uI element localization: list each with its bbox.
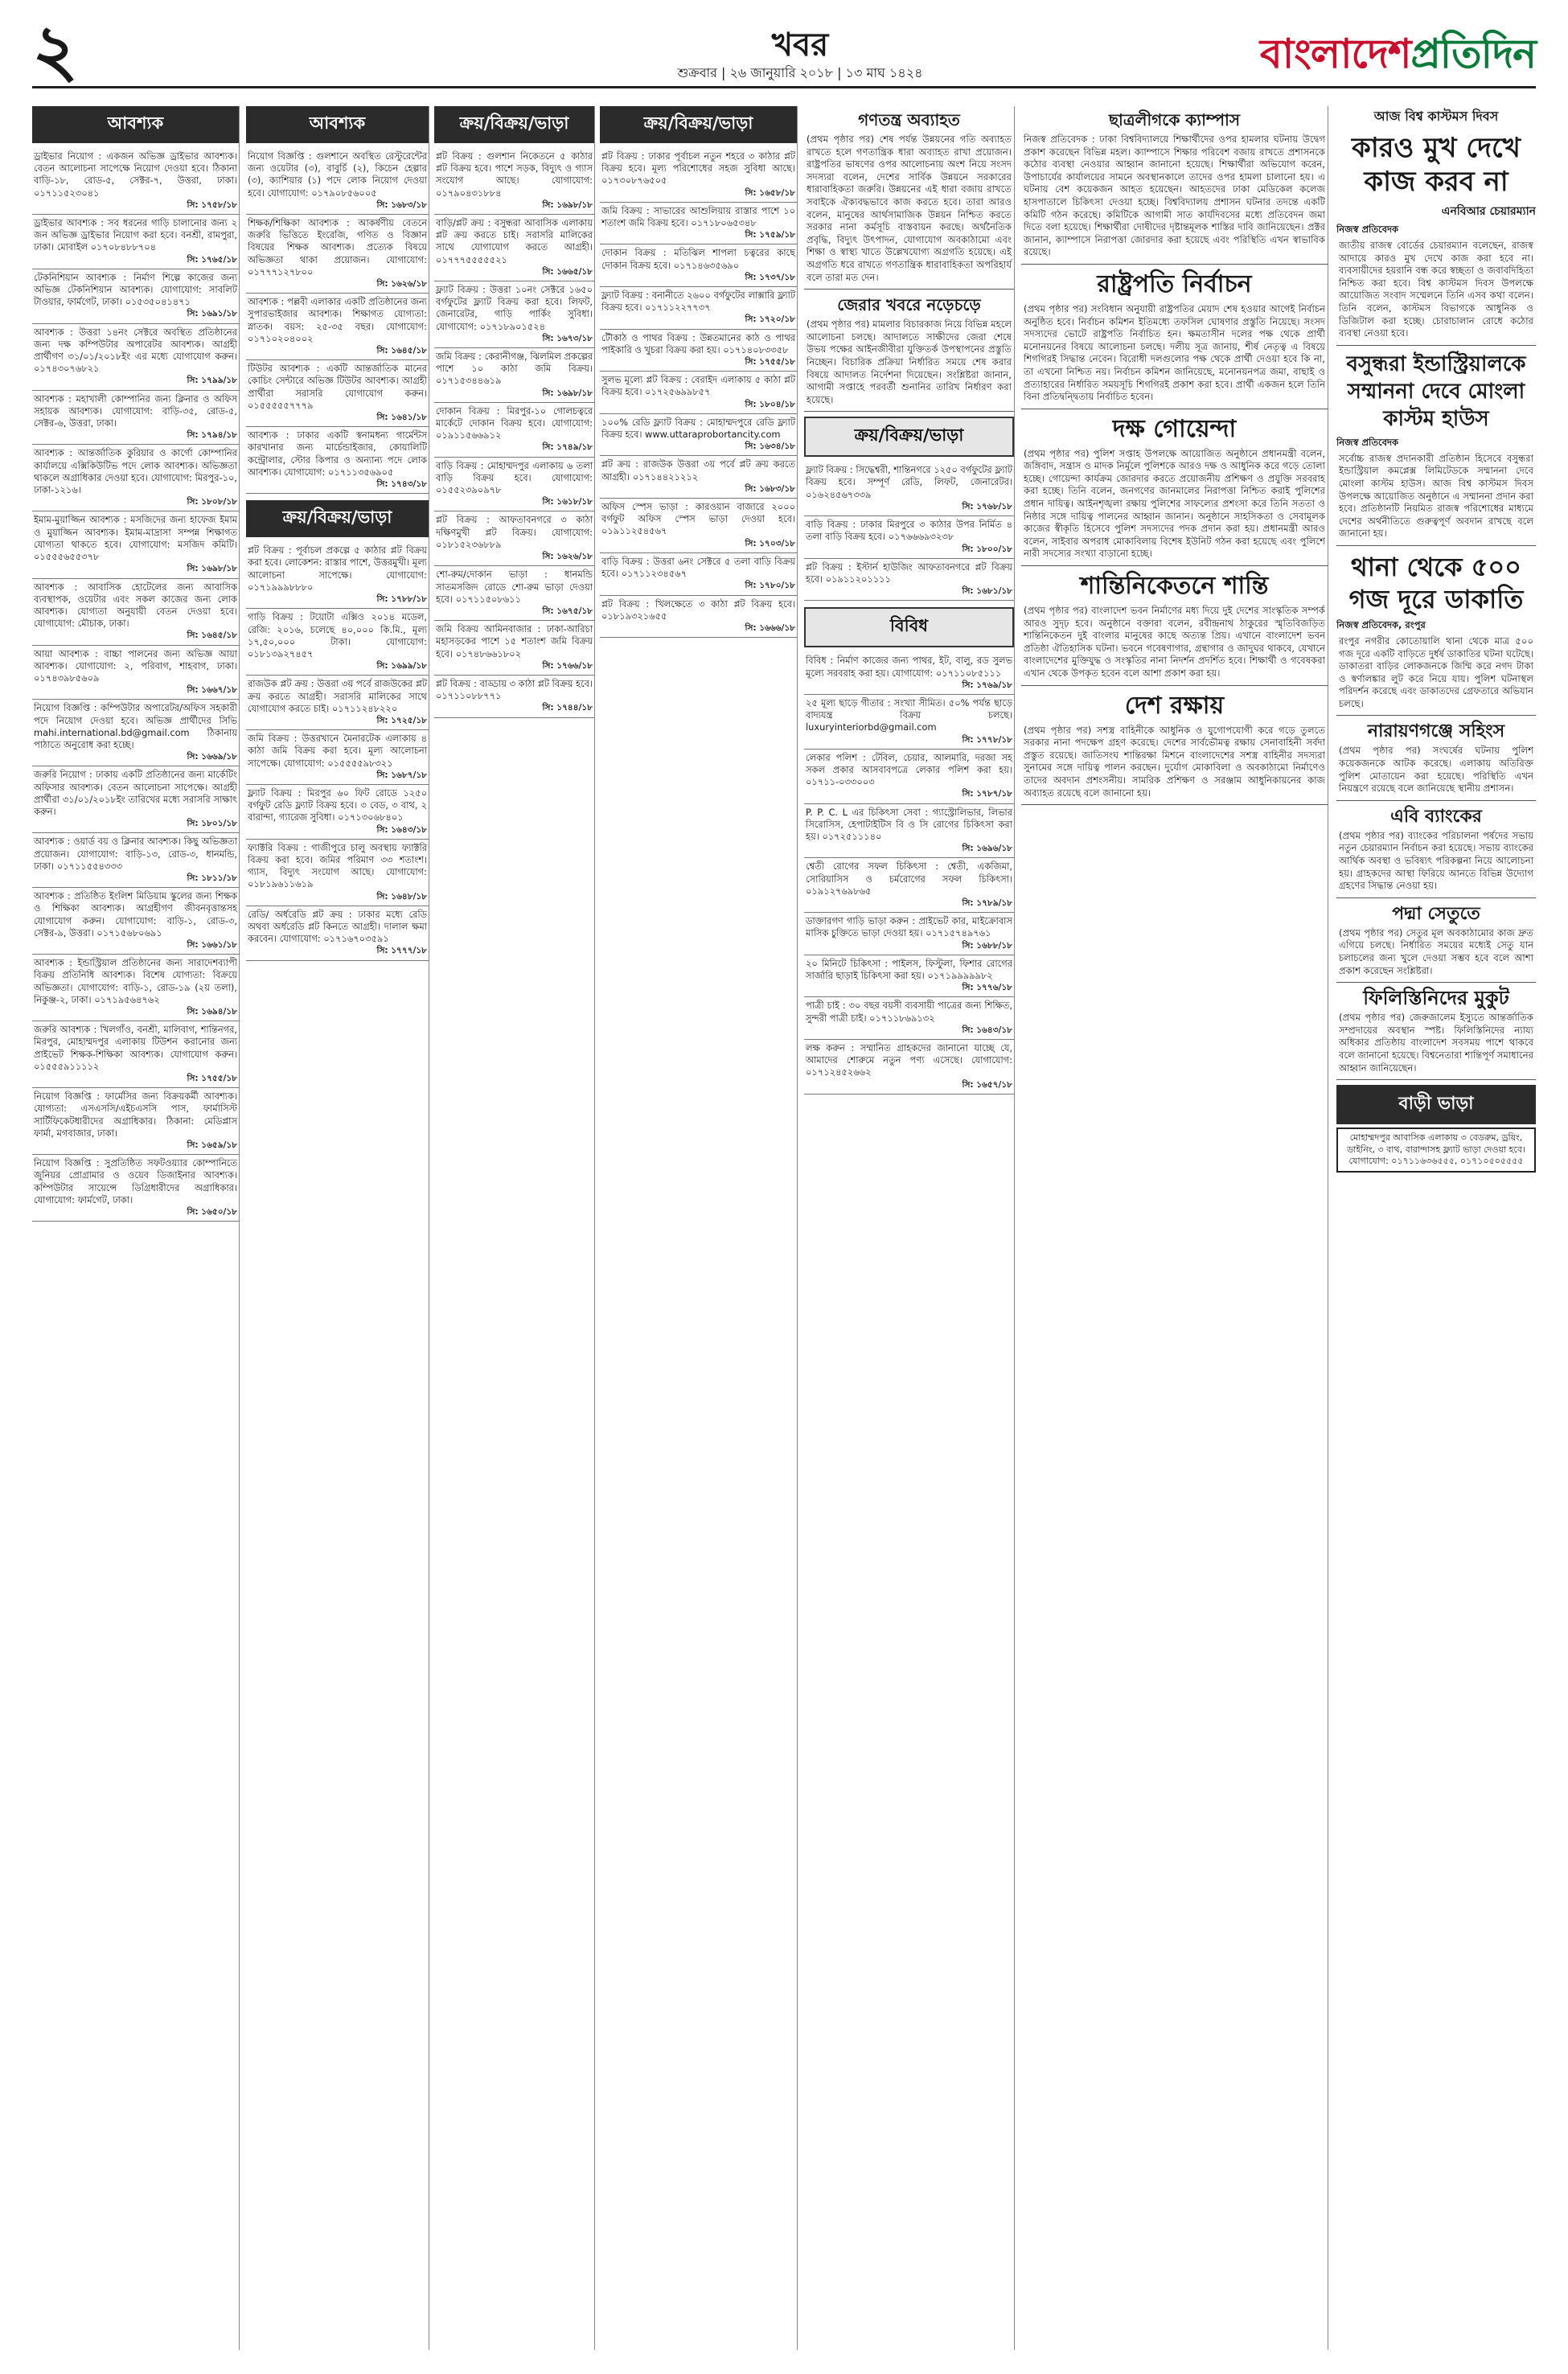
classified-ad: [804, 955, 1014, 998]
byline: নিজস্ব প্রতিবেদক, রংপুর: [1336, 618, 1426, 630]
headline: ফিলিস্তিনিদের মুকুট: [1363, 986, 1509, 1010]
classified-ad: [32, 1088, 239, 1155]
ad-list: [246, 148, 429, 494]
ad-text: আবশ্যক : ওয়ার্ড বয় ও ক্লিনার আবশ্যক। কিছু অভিজ্ঞতা প্রয়োজন। যোগাযোগ: বাড়ি-১৩, রোড-৩, ধানমন্ডি, ঢাকা। ০১৭১১৫৫৪৩৩৩: [34, 836, 237, 872]
ad-reference: সি: ১৬৮৭/১৮: [376, 770, 427, 780]
ad-reference: সি: ১৭৯৯/১৮: [187, 376, 237, 386]
ad-text: জরুরি নিয়োগ : ঢাকায় একটি প্রতিষ্ঠানের জন্য মার্কেটিং অফিসার আবশ্যক। বেতন আলোচনা সাপেক্ষে। আগ্রহী প্রার্থীরা ৩১/০১/২০১৮ইং তারিখের মধ্যে সরাসরি সাক্ষাৎ করুন।: [34, 769, 237, 817]
story-body: (প্রথম পৃষ্ঠার পর) সংঘর্ষের ঘটনায় পুলিশ কয়েকজনকে আটক করেছে। এলাকায় অতিরিক্ত পুলিশ মোতায়েন করা হয়েছে। পরিস্থিতি এখন নিয়ন্ত্রণে রয়েছে বলে জানিয়েছে স্থানীয় প্রশাসন।: [1339, 745, 1533, 795]
news-story: [1336, 551, 1536, 717]
ad-reference: সি: ১৬৫৭/১৮: [962, 1079, 1012, 1090]
news-column-7: [1336, 106, 1536, 2350]
ad-reference: সি: ১৭২০/১৮: [745, 314, 795, 325]
news-story: [1336, 988, 1536, 1080]
ad-text: টিউটর আবশ্যক : একটি আন্তর্জাতিক মানের কোচিং সেন্টারে অভিজ্ঞ টিউটর আবশ্যক। আগ্রহী প্রার্থীরা সরাসরি যোগাযোগ করুন। ০১৫৫৫৫৫৭৭৭৯: [248, 363, 427, 411]
ad-reference: সি: ১৬৯৯/১৮: [376, 661, 427, 672]
ad-text: ফ্যাক্টরি বিক্রয় : গাজীপুরে চালু অবস্থায় ফ্যাক্টরি বিক্রয় করা হবে। জমির পরিমাণ ৩৩ শতাংশ। গ্যাস, বিদ্যুৎ সংযোগ আছে। যোগাযোগ: ০১৮১৯৬১১৬১৯: [248, 841, 427, 890]
section-title: খবর: [771, 26, 829, 64]
headline: এবি ব্যাংকের: [1390, 805, 1482, 827]
ad-text: বিবিধ : নির্মাণ কাজের জন্য পাথর, ইট, বালু, রড সুলভ মূল্যে সরবরাহ করা হয়। যোগাযোগ: ০১৭১১০৮৫১১১: [806, 655, 1012, 679]
ad-list: [804, 462, 1014, 601]
ad-text: নিয়োগ বিজ্ঞপ্তি : কম্পিউটার অপারেটর/অফিস সহকারী পদে নিয়োগ দেওয়া হবে। অভিজ্ঞ প্রার্থীদের সিভি mahi.international.bd@gmail.com ঠিকানায় পাঠাতে অনুরোধ করা হচ্ছে।: [34, 702, 237, 750]
ad-reference: সি: ১৭৭৬/১৮: [962, 983, 1012, 993]
ad-reference: সি: ১৭৬৬/১৮: [542, 660, 593, 671]
classified-ad: [804, 1040, 1014, 1095]
story-body: (প্রথম পৃষ্ঠার পর) ব্যাংকের পরিচালনা পর্ষদের সভায় নতুন চেয়ারম্যান নির্বাচন করা হয়েছে। সভায় ব্যাংকের আর্থিক অবস্থা ও ভবিষ্যৎ পরিকল্পনা নিয়ে আলোচনা হয়। গ্রাহকদের আস্থা ফিরিয়ে আনতে বিভিন্ন উদ্যোগ গ্রহণের সিদ্ধান্ত নেওয়া হয়।: [1339, 829, 1533, 892]
classified-ad: [434, 458, 594, 512]
classified-ad: [246, 785, 429, 840]
classified-ad: [804, 804, 1014, 859]
ad-text: ইমাম-মুয়াজ্জিন আবশ্যক : মসজিদের জন্য হাফেজ ইমাম ও মুয়াজ্জিন আবশ্যক। ইমাম-মাদ্রাসা সম্পন্ন শিক্ষাগত যোগ্যতা থাকতে হবে। যোগাযোগ: মসজিদ কমিটি। ০১৫৫৫৬৫৫৩৭৮: [34, 514, 237, 563]
ad-text: শো-রুম/দোকান ভাড়া : ধানমন্ডি সাতমসজিদ রোডে শো-রুম ভাড়া দেওয়া হবে। ০১৭১১৫০৮৬১১: [436, 569, 593, 605]
ad-reference: সি: ১৭৬৫/১৮: [187, 254, 237, 265]
ad-text: ১০০% রেডি ফ্ল্যাট বিক্রয় : মোহাম্মদপুরে রেডি ফ্ল্যাট বিক্রয় হবে। www.uttaraprobortancity.com: [601, 416, 795, 441]
ad-text: জরুরি আবশ্যক : খিলগাঁও, বনশ্রী, মালিবাগ, শান্তিনগর, মিরপুর, মোহাম্মদপুর এলাকায় টিউশন করানোর জন্য প্রাইভেট শিক্ষক-শিক্ষিকা আবশ্যক। যোগাযোগ করুন। ০১৫৫৫৯১১১১২: [34, 1024, 237, 1072]
ad-text: রাজউক প্লট ক্রয় : উত্তরা ৩য় পর্বে রাজউকের প্লট ক্রয় করতে আগ্রহী। সরাসরি মালিকের সাথে যোগাযোগ করতে চাই। ০১৭১১২৪৮২২০: [248, 678, 427, 714]
ad-reference: সি: ১৮০৮/১৮: [187, 497, 237, 507]
ad-text: নিয়োগ বিজ্ঞপ্তি : সুপ্রতিষ্ঠিত সফটওয়্যার কোম্পানিতে জুনিয়র প্রোগ্রামার ও ওয়েব ডিজাইনার আবশ্যক। কম্পিউটার সায়েন্সে ডিগ্রিধারীদের অগ্রাধিকার। যোগাযোগ: ফার্মগেট, ঢাকা।: [34, 1157, 237, 1205]
ad-text: প্লট বিক্রয় : বাড্ডায় ৩ কাঠা প্লট বিক্রয় হবে। ০১৭১১০৮৮৭৭১: [436, 677, 593, 702]
ad-text: ড্রাইভার নিয়োগ : একজন অভিজ্ঞ ড্রাইভার আবশ্যক। বেতন আলোচনা সাপেক্ষে নিয়োগ দেওয়া হবে। ঠিকানা বাড়ি-১৮, রোড-৫, সেক্টর-৭, উত্তরা, ঢাকা। ০১৭১১৫২৩০৪১: [34, 150, 237, 199]
ad-text: বাড়ি বিক্রয় : মোহাম্মদপুর এলাকায় ৬ তলা বাড়ি বিক্রয় হবে। যোগাযোগ: ০১৫৫২৩৯০৯৭৮: [436, 459, 593, 496]
dateline: শুক্রবার | ২৬ জানুয়ারি ২০১৮ | ১৩ মাঘ ১৪২৪: [677, 65, 923, 80]
classified-ad: [434, 348, 594, 403]
classified-ad: [32, 766, 239, 833]
ad-reference: সি: ১৬৯৮/১৮: [542, 199, 593, 210]
news-story: [1021, 269, 1328, 409]
ad-text: অফিস স্পেস ভাড়া : কারওয়ান বাজারে ২০০০ বর্গফুট অফিস স্পেস ভাড়া দেওয়া হবে। ০১৯১১২৫৪৫৬৭: [601, 501, 795, 537]
section-heading: ক্রয়/বিক্রয়/ভাড়া: [804, 417, 1014, 457]
ad-reference: সি: ১৭৭৭/১৮: [376, 946, 427, 956]
news-story: [804, 109, 1014, 290]
classified-ad: [246, 427, 429, 494]
classified-ad: [246, 906, 429, 961]
ad-text: জমি বিক্রয় : কেরানীগঞ্জ, ঝিলমিল প্রকল্পের পাশে ১০ কাঠা জমি বিক্রয়। ০১৭১৫৩৪৪৬১৯: [436, 351, 593, 387]
byline: নিজস্ব প্রতিবেদক: [1336, 224, 1399, 235]
news-story: [1336, 806, 1536, 898]
ad-reference: সি: ১৬৮১/১৮: [962, 586, 1012, 597]
classified-ad: [804, 559, 1014, 602]
ad-reference: সি: ১৬৩৪/১৮: [745, 442, 795, 452]
ad-text: শ্বেতী রোগের সফল চিকিৎসা : শ্বেতী, একজিমা, সোরিয়াসিস ও চর্মরোগের সফল চিকিৎসা। ০১৯১২৭৬৯৮৬৫: [806, 860, 1012, 897]
ad-reference: সি: ১৬৬৫/১৮: [542, 266, 593, 277]
ad-text: দোকান বিক্রয় : মতিঝিল শাপলা চত্বরের কাছে দোকান বিক্রয় হবে। ০১৭১৪৬৩৫৬৯০: [601, 247, 795, 271]
kicker: আজ বিশ্ব কাস্টমস দিবস: [1373, 109, 1499, 124]
house-rent-ad: মোহাম্মদপুর আবাসিক এলাকায় ৩ বেডরুম, ড্রয়িং, ডাইনিং, ৩ বাথ, বারান্দাসহ ফ্ল্যাট ভাড়া দেওয়া হবে। যোগাযোগ: ০১৭১১৬৩৬৫৫৫, ০১৭১০৫০৫৫৫৫: [1336, 1127, 1536, 1173]
ad-text: আবশ্যক : প্রতিষ্ঠিত ইংলিশ মিডিয়াম স্কুলের জন্য শিক্ষক ও শিক্ষিকা আবশ্যক। আগ্রহীগণ জীবনবৃত্তান্তসহ যোগাযোগ করুন। যোগাযোগ: বাড়ি-১, রোড-৩, সেক্টর-৯, উত্তরা। ০১৭১৫৬৮০৬৯১: [34, 890, 237, 939]
section-heading: আবশ্যক: [32, 106, 239, 143]
ad-reference: সি: ১৬৭৫/১৮: [542, 606, 593, 616]
classified-ad: [32, 148, 239, 215]
ad-reference: সি: ১৭৬৮/১৮: [962, 501, 1012, 511]
classified-ad: [600, 148, 797, 203]
section-heading: ক্রয়/বিক্রয়/ভাড়া: [600, 106, 797, 143]
classified-ad: [32, 215, 239, 269]
headline: বসুন্ধরা ইন্ডাস্ট্রিয়ালকে সম্মাননা দেবে মোংলা কাস্টম হাউস: [1346, 351, 1526, 431]
ad-reference: সি: ১৭২৫/১৮: [376, 715, 427, 725]
ad-reference: সি: ১৮০১/১৮: [187, 819, 237, 829]
ad-text: P. P. C. L এর চিকিৎসা সেবা : গ্যাস্ট্রোলিভার, লিভার সিরোসিস, হেপাটাইটিস বি ও সি রোগের চিকিৎসা করা হয়। ০১৭২৫১১১৪০: [806, 806, 1012, 842]
section-heading: ক্রয়/বিক্রয়/ভাড়া: [434, 106, 594, 143]
story-body: (প্রথম পৃষ্ঠার পর) মামলার বিচারকাজ নিয়ে বিভিন্ন মহলে আলোচনা চলছে। আদালতে সাক্ষীদের জেরা শেষে উভয় পক্ষের আইনজীবীরা যুক্তিতর্ক উপস্থাপনের প্রস্তুতি নিচ্ছেন। বিচারিক প্রক্রিয়া নির্ধারিত সময়ে শেষ করার বিষয়ে আদালত নির্দেশনা দিয়েছেন। সংশ্লিষ্টরা জানান, আগামী সপ্তাহে পরবর্তী শুনানির তারিখ নির্ধারণ করা হয়েছে।: [807, 318, 1012, 405]
ad-text: আবশ্যক : পল্লবী এলাকার একটি প্রতিষ্ঠানের জন্য সুপারভাইজার আবশ্যক। শিক্ষাগত যোগ্যতা: স্নাতক। বয়স: ২৫-৩৫ বছর। যোগাযোগ: ০১৭১০২০৪০০২: [248, 296, 427, 344]
news-story: [1336, 106, 1536, 346]
ad-reference: সি: ১৬৬৭/১৮: [187, 685, 237, 696]
classified-ad: [32, 511, 239, 578]
classified-ad: [434, 621, 594, 676]
classified-column-1: [32, 106, 240, 2350]
ad-text: সুলভ মূল্যে প্লট বিক্রয় : বেরাইদ এলাকায় ৫ কাঠা প্লট বিক্রয় হবে। ০১৭২৫৬৯৯৮৫৭: [601, 374, 795, 398]
ad-text: ড্রাইভার আবশ্যক : সব ধরনের গাড়ি চালানোর জন্য ২ জন অভিজ্ঞ ড্রাইভার নিয়োগ করা হবে। বনশ্রী, রামপুরা, ঢাকা। মোবাইল ০১৭০৮৪৮৮৭০৪: [34, 217, 237, 253]
ad-text: গাড়ি বিক্রয় : টয়োটা এক্সিও ২০১৪ মডেল, রেজি: ২০১৬, চলেছে ৪০,০০০ কি.মি., মূল্য ১৭,৫০,০০০ টাকা। যোগাযোগ: ০১৮১৩৯২৭৪৫৭: [248, 611, 427, 659]
newspaper-logo: [1260, 24, 1536, 91]
classified-ad: [246, 609, 429, 676]
ad-text: জমি বিক্রয় আমিনবাজার : ঢাকা-আরিচা মহাসড়কের পাশে ১৫ শতাংশ জমি বিক্রয় হবে। ০১৭৪৮৬৬১৮০২: [436, 623, 593, 659]
news-story: [1336, 351, 1536, 546]
story-body: নিজস্ব প্রতিবেদক : ঢাকা বিশ্ববিদ্যালয়ে শিক্ষার্থীদের ওপর হামলার ঘটনায় উদ্বেগ প্রকাশ করেছেন বিভিন্ন মহল। ক্যাম্পাসে শিক্ষার পরিবেশ বজায় রাখতে প্রশাসনকে কঠোর ব্যবস্থা নেওয়ার আহ্বান জানানো হয়েছে। শিক্ষার্থীরা অভিযোগ করেন, উপাচার্যের কার্যালয়ের সামনে অবস্থানকালে তাদের ওপর হামলা চালানো হয়। এ ঘটনায় বেশ কয়েকজন আহত হয়েছেন। আহতদের ঢাকা মেডিকেল কলেজ হাসপাতালে চিকিৎসা দেওয়া হচ্ছে। বিশ্ববিদ্যালয় প্রশাসন ঘটনার তদন্তে একটি কমিটি গঠন করেছে। কমিটিকে আগামী সাত কার্যদিবসের মধ্যে প্রতিবেদন জমা দিতে বলা হয়েছে। শিক্ষার্থীরা দোষীদের দৃষ্টান্তমূলক শাস্তির দাবি জানিয়েছেন। প্রক্টর জানান, ক্যাম্পাসে নিরাপত্তা জোরদার করা হয়েছে এবং পরিস্থিতি এখন স্বাভাবিক রয়েছে।: [1024, 133, 1325, 258]
ad-text: নিয়োগ বিজ্ঞপ্তি : ফার্মেসির জন্য বিক্রয়কর্মী আবশ্যক। যোগ্যতা: এসএসসি/এইচএসসি পাস, ফার্মাসিস্ট সার্টিফিকেটধারীদের অগ্রাধিকার। ঠিকানা: মেডিপ্লাস ফার্মা, মগবাজার, ঢাকা।: [34, 1090, 237, 1139]
subhead: এনবিআর চেয়ারম্যান: [1441, 205, 1536, 218]
ad-reference: সি: ১৭৫৯/১৮: [745, 230, 795, 240]
section-heading: আবশ্যক: [246, 106, 429, 143]
news-story: [1336, 721, 1536, 800]
classified-ad: [434, 281, 594, 348]
logo-part-b: প্রতিদিন: [1410, 30, 1536, 77]
classified-ad: [246, 676, 429, 730]
ad-reference: সি: ১৬২৬/১৮: [542, 552, 593, 562]
ad-reference: সি: ১৭৫৫/১৮: [745, 357, 795, 368]
classified-column-2: [246, 106, 429, 2350]
classified-ad: [32, 833, 239, 888]
ad-text: পাত্রী চাই : ৩০ বছর বয়সী ব্যবসায়ী পাত্রের জন্য শিক্ষিত, সুন্দরী পাত্রী চাই। ০১৭১১৮৬৯১৩২: [806, 1000, 1012, 1024]
ad-reference: সি: ১৬৮৮/১৮: [962, 940, 1012, 951]
ad-text: আবশ্যক : ইন্ডাস্ট্রিয়াল প্রতিষ্ঠানের জন্য সারাদেশব্যাপী বিক্রয় প্রতিনিধি আবশ্যক। বিশেষ যোগ্যতা: বিক্রয়ে অভিজ্ঞতা। যোগাযোগ: বাড়ি-১, রোড-১৯ (২য় তলা), নিকুঞ্জ-২, ঢাকা। ০১৭১৯৫৬৪৭৬২: [34, 957, 237, 1005]
classified-ad: [804, 750, 1014, 804]
news-story: [1021, 109, 1328, 265]
headline: ছাত্রলীগকে ক্যাম্পাস: [1108, 110, 1241, 129]
ad-text: প্লট বিক্রয় : আফতাবনগরে ৩ কাঠা দক্ষিণমুখী প্লট বিক্রয়। যোগাযোগ: ০১৮১৫২৩৬৮৮৯: [436, 514, 593, 550]
headline: পদ্মা সেতুতে: [1392, 902, 1480, 924]
classified-ad: [246, 215, 429, 294]
headline: কারও মুখ দেখে কাজ করব না: [1352, 132, 1521, 198]
ad-reference: সি: ১৮১১/১৮: [187, 873, 237, 883]
classified-ad: [32, 1155, 239, 1222]
classified-ad: [804, 695, 1014, 750]
classified-ad: [804, 858, 1014, 913]
story-body: (প্রথম পৃষ্ঠার পর) শেষ পর্যন্ত উন্নয়নের গতি অব্যাহত রাখতে হলে গণতান্ত্রিক ধারা অব্যাহত রাখা প্রয়োজন। রাষ্ট্রপতির ভাষণের ওপর আলোচনায় অংশ নিয়ে সংসদ সদস্যরা বলেন, দেশের সার্বিক উন্নয়নে সরকারের ধারাবাহিকতা জরুরি। উন্নয়নের এই ধারা বজায় রাখতে সবাইকে ঐক্যবদ্ধভাবে কাজ করতে হবে। তারা আরও বলেন, মানুষের আর্থসামাজিক উন্নয়ন নিশ্চিত করতে সরকার নানা কর্মসূচি বাস্তবায়ন করছে। অর্থনৈতিক প্রবৃদ্ধি, বিদ্যুৎ উৎপাদন, যোগাযোগ অবকাঠামো এবং শিক্ষা ও স্বাস্থ্য খাতে উল্লেখযোগ্য অগ্রগতি হয়েছে। এই অগ্রগতি ধরে রাখতে গণতান্ত্রিক ধারাবাহিকতা অপরিহার্য বলে তারা মত দেন।: [807, 133, 1012, 283]
ad-text: আবশ্যক : আবাসিক হোটেলের জন্য আবাসিক ব্যবস্থাপক, ওয়েটার এবং সকল কাজের জন্য লোক আবশ্যক। যোগ্যতা অনুযায়ী বেতন দেওয়া হবে। যোগাযোগ: মৌচাক, ঢাকা।: [34, 581, 237, 630]
story-body: (প্রথম পৃষ্ঠার পর) সংবিধান অনুযায়ী রাষ্ট্রপতির মেয়াদ শেষ হওয়ার আগেই নির্বাচন অনুষ্ঠিত হবে। নির্বাচন কমিশন ইতিমধ্যে তফসিল ঘোষণার প্রস্তুতি নিয়েছে। সংসদ সদস্যদের ভোটে রাষ্ট্রপতি নির্বাচিত হন। ক্ষমতাসীন দলের পক্ষ থেকে প্রার্থী মনোনয়নের বিষয়ে আলোচনা চলছে। দলীয় সূত্র জানায়, শীর্ষ নেতৃত্ব এ বিষয়ে শিগগিরই সিদ্ধান্ত নেবেন। বিরোধী দলগুলোর পক্ষ থেকে প্রার্থী দেওয়া হবে কি না, তা এখনো নিশ্চিত নয়। নির্বাচন কমিশন জানিয়েছে, মনোনয়নপত্র জমা, বাছাই ও প্রত্যাহারের নির্ধারিত সময়সূচি শিগগিরই প্রকাশ করা হবে। প্রার্থী একজন হলে তিনি বিনা প্রতিদ্বন্দ্বিতায় নির্বাচিত হবেন।: [1024, 302, 1325, 403]
ad-text: প্লট বিক্রয় : পূর্বাচল প্রকল্পে ৫ কাঠার প্লট বিক্রয় করা হবে। লোকেশন: রাস্তার পাশে, উত্তরমুখী। মূল্য আলোচনা সাপেক্ষে। যোগাযোগ: ০১৭১৯৯৯৮৮৮০: [248, 544, 427, 593]
ad-list: [434, 148, 594, 718]
ad-reference: সি: ১৮০৪/১৮: [745, 399, 795, 409]
ad-text: ফ্ল্যাট বিক্রয় : উত্তরা ১০নং সেক্টরে ১৬৫০ বর্গফুটের ফ্ল্যাট বিক্রয় করা হবে। লিফট, জেনারেটর, গাড়ি পার্কিং সুবিধা। যোগাযোগ: ০১৭১৮৯০১৫২৪: [436, 284, 593, 332]
ad-reference: সি: ১৬৬৬/১৮: [745, 622, 795, 633]
headline: জেরার খবরে নড়েচড়ে: [837, 295, 981, 315]
headline: রাষ্ট্রপতি নির্বাচন: [1097, 269, 1252, 298]
story-body: সর্বোচ্চ রাজস্ব প্রদানকারী প্রতিষ্ঠান হিসেবে বসুন্ধরা ইন্ডাস্ট্রিয়াল কমপ্লেক্স লিমিটেডকে সম্মাননা দেবে মোংলা কাস্টম হাউস। আজ বিশ্ব কাস্টমস দিবস উপলক্ষে আয়োজিত অনুষ্ঠানে এ সম্মাননা প্রদান করা হবে। প্রতিষ্ঠানটি নিয়মিত রাজস্ব পরিশোধের মাধ্যমে দেশের অর্থনীতিতে গুরুত্বপূর্ণ অবদান রাখছে বলে জানানো হয়।: [1339, 452, 1533, 540]
news-story: [1336, 903, 1536, 983]
classified-ad: [32, 269, 239, 324]
ad-reference: সি: ১৭৪৪/১৮: [542, 703, 593, 713]
classified-ad: [32, 888, 239, 955]
ad-reference: সি: ১৭৮৯/১৮: [962, 897, 1012, 908]
classified-ad: [32, 391, 239, 446]
classified-ad: [600, 244, 797, 287]
ad-text: আবশ্যক : আন্তর্জাতিক কুরিয়ার ও কার্গো কোম্পানির কার্যালয়ে এক্সিকিউটিভ পদে লোক আবশ্যক। অভিজ্ঞতা থাকলে অগ্রাধিকার দেওয়া হবে। যোগাযোগ: মিরপুর-১০, ঢাকা-১২১৬।: [34, 447, 237, 496]
ad-text: টৌকাঠ ও পাথর বিক্রয় : উন্নতমানের কাঠ ও পাথর পাইকারি ও খুচরা বিক্রয় করা হয়। ০১৭১৪০৮৩৩৫৮: [601, 331, 795, 355]
ad-list-misc: [804, 652, 1014, 1095]
ad-reference: সি: ১৭৭৮/১৮: [962, 734, 1012, 745]
headline: শান্তিনিকেতনে শান্তি: [1080, 572, 1269, 601]
classified-ad: [32, 646, 239, 700]
ad-text: ফ্ল্যাট বিক্রয় : মিরপুর ৬০ ফিট রোডে ১২৫০ বর্গফুট রেডি ফ্ল্যাট বিক্রয় হবে। ৩ বেড, ৩ বাথ, ২ বারান্দা, গ্যারেজ সুবিধা। ০১৭১৩০৬৮৪০১: [248, 787, 427, 824]
classified-ad: [600, 330, 797, 372]
ad-reference: সি: ১৬৭৩/১৮: [542, 333, 593, 343]
classified-ad: [600, 553, 797, 596]
story-body: (প্রথম পৃষ্ঠার পর) পুলিশ সপ্তাহ উপলক্ষে আয়োজিত অনুষ্ঠানে প্রধানমন্ত্রী বলেন, জঙ্গিবাদ, সন্ত্রাস ও মাদক নির্মূলে পুলিশকে আরও দক্ষ ও আধুনিক করে গড়ে তোলা হচ্ছে। গোয়েন্দা কার্যক্রম জোরদার করতে প্রয়োজনীয় প্রশিক্ষণ ও প্রযুক্তি সরবরাহ করা হচ্ছে। তিনি বলেন, জনগণের জানমালের নিরাপত্তা নিশ্চিত করাই পুলিশের প্রধান দায়িত্ব। আইনশৃঙ্খলা রক্ষায় পুলিশের সাফল্যের প্রশংসা করে তিনি সততা ও নিষ্ঠার সঙ্গে দায়িত্ব পালনের আহ্বান জানান। অনুষ্ঠানে সাহসিকতা ও সেবামূলক কাজের স্বীকৃতি হিসেবে পুলিশ সদস্যদের পদক প্রদান করা হয়। প্রধানমন্ত্রী আরও বলেন, সাইবার অপরাধ মোকাবিলায় বিশেষ ইউনিট গঠন করা হয়েছে এবং পুলিশে নারী সদস্যের সংখ্যা বাড়ানো হচ্ছে।: [1024, 447, 1325, 560]
ad-list-sale: [246, 542, 429, 960]
ad-reference: সি: ১৬৪৩/১৮: [376, 824, 427, 835]
ad-reference: সি: ১৬৪৩/১৮: [962, 1025, 1012, 1035]
ad-text: প্লট বিক্রয় : খিলক্ষেতে ৩ কাঠা প্লট বিক্রয় হবে। ০১৮১৯৩২১৬৫৫: [601, 598, 795, 622]
classified-ad: [600, 596, 797, 639]
ad-reference: সি: ১৬৪৮/১৮: [376, 891, 427, 902]
ad-reference: সি: ১৭০৩/১৮: [745, 538, 795, 548]
ad-text: লেকার পলিশ : টেবিল, চেয়ার, আলমারি, দরজা সহ সকল প্রকার আসবাবপত্রে লেকার পলিশ করা হয়। ০১৭১১-০৩৩০০৩: [806, 751, 1012, 788]
ad-reference: সি: ১৭৮৮/১৮: [376, 594, 427, 605]
headline: নারায়ণগঞ্জে সহিংস: [1367, 721, 1505, 742]
classified-ad: [434, 676, 594, 718]
headline: গণতন্ত্র অব্যাহত: [858, 110, 960, 129]
ad-reference: সি: ১৬৫০/১৮: [187, 1207, 237, 1218]
classified-ad: [246, 294, 429, 360]
ad-reference: সি: ১৬৯৮/১৮: [187, 564, 237, 574]
byline: নিজস্ব প্রতিবেদক: [1336, 436, 1399, 448]
classified-ad: [434, 403, 594, 458]
news-column-5: [804, 106, 1015, 2350]
classified-ad: [600, 414, 797, 457]
ad-text: বাড়ি বিক্রয় : ঢাকার মিরপুরে ৩ কাঠার উপর নির্মিত ৪ তলা বাড়ি বিক্রয় হবে। ০১৭৬৬৬৯৩২৩৮: [806, 519, 1012, 543]
ad-reference: সি: ১৬৬১/১৮: [187, 939, 237, 950]
classified-ad: [804, 516, 1014, 559]
ad-reference: সি: ১৭৩৭/১৮: [745, 272, 795, 282]
classified-ad: [600, 372, 797, 414]
ad-text: ফ্ল্যাট বিক্রয় : সিদ্ধেশ্বরী, শান্তিনগরে ১২৫০ বর্গফুটের ফ্ল্যাট বিক্রয় হবে। সম্পূর্ণ রেডি, লিফট, জেনারেটর। ০১৬২৪৫৬৭৩৩৯: [806, 464, 1012, 500]
story-body: (প্রথম পৃষ্ঠার পর) বাংলাদেশ ভবন নির্মাণের মধ্য দিয়ে দুই দেশের সাংস্কৃতিক সম্পর্ক আরও সুদৃঢ় হবে। অনুষ্ঠানে বক্তারা বলেন, রবীন্দ্রনাথ ঠাকুরের স্মৃতিবিজড়িত শান্তিনিকেতন দুই বাংলার মানুষের কাছে অত্যন্ত প্রিয়। এখানে বাংলাদেশ ভবন প্রতিষ্ঠা ঐতিহাসিক ঘটনা। ভবনে গবেষণাগার, গ্রন্থাগার ও জাদুঘর থাকবে, যেখানে বাংলাদেশের মুক্তিযুদ্ধ ও সংস্কৃতির নানা নিদর্শন প্রদর্শিত হবে। শিক্ষার্থী ও গবেষকরা এখান থেকে উপকৃত হবেন বলে আশা প্রকাশ করা হয়।: [1024, 605, 1325, 679]
classified-ad: [434, 511, 594, 566]
ad-text: ডাক্তারগণ গাড়ি ভাড়া করুন : প্রাইভেট কার, মাইক্রোবাস মাসিক চুক্তিতে ভাড়া দেওয়া হয়। ০১৭১৫৭৪৯৭৬১: [806, 915, 1012, 939]
ad-text: বাড়ি/প্লট ক্রয় : বসুন্ধরা আবাসিক এলাকায় প্লট ক্রয় করতে চাই। সরাসরি মালিকের সাথে যোগাযোগ করতে আগ্রহী। ০১৭৭৭৫৫৫৫৫২১: [436, 217, 593, 265]
classified-ad: [246, 360, 429, 427]
classified-ad: [32, 955, 239, 1021]
ad-reference: সি: ১৬৯৮/১৮: [542, 388, 593, 398]
story-body: রংপুর নগরীর কোতোয়ালি থানা থেকে মাত্র ৫০০ গজ দূরে একটি বাড়িতে দুর্ধর্ষ ডাকাতির ঘটনা ঘটেছে। ডাকাতরা বাড়ির লোকজনকে জিম্মি করে নগদ টাকা ও স্বর্ণালঙ্কার লুট করে নিয়ে যায়। পুলিশ ঘটনাস্থল পরিদর্শন করেছে এবং ডাকাতদের গ্রেফতারে অভিযান চলছে।: [1339, 635, 1533, 709]
ad-reference: সি: ১৬৮৩/১৮: [745, 483, 795, 494]
classified-ad: [804, 913, 1014, 955]
classified-ad: [600, 456, 797, 499]
classified-ad: [32, 445, 239, 511]
classified-ad: [434, 148, 594, 215]
classified-ad: [600, 287, 797, 330]
ad-reference: সি: ১৬১৮/১৮: [542, 497, 593, 507]
classified-ad: [600, 499, 797, 553]
story-body: (প্রথম পৃষ্ঠার পর) সেতুর মূল অবকাঠামোর কাজ দ্রুত এগিয়ে চলছে। নির্ধারিত সময়ের মধ্যেই সেতু যান চলাচলের জন্য খুলে দেওয়া সম্ভব হবে বলে আশা প্রকাশ করেছেন সংশ্লিষ্টরা।: [1339, 926, 1533, 976]
story-body: জাতীয় রাজস্ব বোর্ডের চেয়ারম্যান বলেছেন, রাজস্ব আদায়ে কারও মুখ দেখে কাজ করা হবে না। ব্যবসায়ীদের হয়রানি বন্ধ করে স্বচ্ছতা ও জবাবদিহিতা নিশ্চিত করা হবে। বিশ্ব কাস্টমস দিবস উপলক্ষে আয়োজিত সংবাদ সম্মেলনে তিনি এসব কথা বলেন। তিনি বলেন, কাস্টমস বিভাগকে আধুনিক ও ডিজিটাল করা হচ্ছে। চোরাচালান রোধে কঠোর ব্যবস্থা নেওয়া হবে।: [1339, 240, 1533, 339]
ad-text: আবশ্যক : ঢাকার একটি স্বনামধন্য গার্মেন্টস কারখানার জন্য মার্চেন্ডাইজার, কোয়ালিটি কন্ট্রোলার, স্টোর কিপার ও অন্যান্য পদে লোক আবশ্যক। যোগাযোগ: ০১৭১১৩৫৬৯০৫: [248, 429, 427, 478]
ad-reference: সি: ১৬৫৯/১৮: [187, 1140, 237, 1151]
section-heading-misc: বিবিধ: [804, 607, 1014, 647]
ad-reference: সি: ১৭৫৫/১৮: [187, 1074, 237, 1084]
ad-reference: সি: ১৭৪৯/১৮: [542, 442, 593, 453]
house-rent-heading: বাড়ী ভাড়া: [1336, 1085, 1536, 1124]
ad-text: প্লট বিক্রয় : গুলশান নিকেতনে ৫ কাঠার প্লট বিক্রয় হবে। পাশে সড়ক, বিদ্যুৎ ও গ্যাস সংযোগ আছে। যোগাযোগ: ০১৭৯০৪৩১৮৮৪: [436, 150, 593, 199]
ad-reference: সি: ১৮০০/১৮: [962, 544, 1012, 554]
ad-text: আবশ্যক : উত্তরা ১৪নং সেক্টরে অবস্থিত প্রতিষ্ঠানের জন্য দক্ষ কম্পিউটার অপারেটর আবশ্যক। আগ্রহী প্রার্থীগণ ৩১/০১/২০১৮ইং এর মধ্যে যোগাযোগ করুন। ০১৭৪৩০৭৬৮২১: [34, 326, 237, 375]
ad-text: টেকনিশিয়ান আবশ্যক : নির্মাণ শিল্পে কাজের জন্য অভিজ্ঞ টেকনিশিয়ান আবশ্যক। যোগাযোগ: সাবলিট টাওয়ার, ফার্মগেট, ঢাকা। ০১৫৩৫০৪১৪৭১: [34, 271, 237, 308]
classified-ad: [246, 730, 429, 785]
classified-ad: [804, 997, 1014, 1040]
page-number: ২: [32, 8, 79, 92]
classified-ad: [804, 462, 1014, 516]
classified-ad: [804, 652, 1014, 695]
story-body: (প্রথম পৃষ্ঠার পর) সশস্ত্র বাহিনীকে আধুনিক ও যুগোপযোগী করে গড়ে তুলতে সরকার নানা পদক্ষেপ গ্রহণ করেছে। দেশের সার্বভৌমত্ব রক্ষায় সেনাবাহিনী সর্বদা প্রস্তুত রয়েছে। জাতিসংঘ শান্তিরক্ষা মিশনে বাংলাদেশের সশস্ত্র বাহিনীর সদস্যরা সুনামের সঙ্গে দায়িত্ব পালন করছেন। দুর্যোগ মোকাবিলা ও অবকাঠামো নির্মাণেও তাদের অবদান প্রশংসনীয়। সামরিক প্রশিক্ষণ ও সরঞ্জাম আধুনিকায়নের কাজ অব্যাহত রয়েছে বলে জানানো হয়।: [1024, 724, 1325, 799]
classified-ad: [32, 579, 239, 646]
classified-ad: [434, 566, 594, 621]
ad-reference: সি: ১৬৬৯/১৮: [187, 752, 237, 762]
news-story: [1021, 571, 1328, 686]
ad-reference: সি: ১৭৮৭/১৮: [962, 789, 1012, 799]
news-story: [1021, 414, 1328, 566]
masthead: [32, 8, 1536, 92]
ad-reference: সি: ১৬৯১/১৮: [187, 309, 237, 319]
news-column-6: [1021, 106, 1328, 2350]
ad-reference: সি: ১৬২৬/১৮: [376, 279, 427, 290]
classified-ad: [246, 840, 429, 906]
classified-ad: [32, 1021, 239, 1088]
ad-reference: সি: ১৭৪৩/১৮: [376, 479, 427, 490]
classified-ad: [246, 148, 429, 215]
headline: থানা থেকে ৫০০ গজ দূরে ডাকাতি: [1348, 551, 1524, 614]
classified-ad: [434, 215, 594, 281]
classified-ad: [600, 203, 797, 245]
story-body: (প্রথম পৃষ্ঠার পর) জেরুজালেম ইস্যুতে আন্তর্জাতিক সম্প্রদায়ের অবস্থান স্পষ্ট। ফিলিস্তিনিদের ন্যায্য অধিকার প্রতিষ্ঠায় বাংলাদেশ সবসময় পাশে থাকবে বলে জানানো হয়েছে। বিশ্বনেতারা শান্তিপূর্ণ সমাধানের আহ্বান জানিয়েছেন।: [1339, 1012, 1533, 1074]
ad-text: বাড়ি বিক্রয় : উত্তরা ৬নং সেক্টরে ৫ তলা বাড়ি বিক্রয় হবে। ০১৭১১২৩৪৫৬৭: [601, 555, 795, 580]
ad-text: প্লট ক্রয় : রাজউক উত্তরা ৩য় পর্বে প্লট ক্রয় করতে আগ্রহী। ০১৭১৪৪২১২১২: [601, 458, 795, 483]
headline: দক্ষ গোয়েন্দা: [1112, 414, 1237, 443]
ad-text: ২৫ মূল্য ছাড়ে গীতার : সংখ্যা সীমিত। ৫০% পর্যন্ত ছাড়ে বাদ্যযন্ত্র বিক্রয় চলছে। luxuryinteriorbd@gmail.com: [806, 696, 1012, 733]
classified-column-3: [434, 106, 595, 2350]
ad-reference: সি: ১৭৮০/১৮: [745, 581, 795, 591]
ad-text: জমি বিক্রয় : উত্তরখানে মৈনারটেক এলাকায় ৪ কাঠা জমি বিক্রয় করা হবে। মূল্য আলোচনা সাপেক্ষে। যোগাযোগ: ০১৫৫৫৫৯৮৩২১: [248, 733, 427, 769]
ad-reference: সি: ১৬৪৫/১৮: [187, 630, 237, 641]
classified-ad: [246, 542, 429, 609]
ad-reference: সি: ১৬৯৬/১৮: [962, 844, 1012, 854]
ad-text: আবশ্যক : মহাখালী কোম্পানির জন্য ক্লিনার ও অফিস সহায়ক আবশ্যক। যোগাযোগ: বাড়ি-৩৫, রোড-৫, সেক্টর-৬, উত্তরা, ঢাকা।: [34, 392, 237, 429]
ad-reference: সি: ১৭৬৯/১৮: [962, 680, 1012, 690]
ad-text: প্লট বিক্রয় : ইস্টার্ন হাউজিং আফতাবনগরে প্লট বিক্রয় হবে। ০১৯১১২০১১১১: [806, 561, 1012, 585]
ad-text: আয়া আবশ্যক : বাচ্চা পালনের জন্য অভিজ্ঞ আয়া আবশ্যক। যোগাযোগ: ২, পরিবাগ, শাহবাগ, ঢাকা। ০১৭৪৩৯৮৫৬০৯: [34, 647, 237, 684]
ad-reference: সি: ১৬৪১/১৮: [376, 413, 427, 423]
ad-reference: সি: ১৭৫৮/১৮: [187, 199, 237, 210]
ad-text: রেডি/ অর্ধরেডি প্লট ক্রয় : ঢাকার মধ্যে রেডি অথবা অর্ধরেডি প্লট কিনতে আগ্রহী। দালাল ক্ষমা করবেন। যোগাযোগ: ০১৭১৬৭০৩৫৯১: [248, 908, 427, 945]
ad-text: প্লট বিক্রয় : ঢাকার পূর্বাচল নতুন শহরে ৩ কাঠার প্লট বিক্রয় হবে। মূল্য পরিশোধের সহজ সুবিধা আছে। ০১৭৩০৮৭৬৫০৫: [601, 150, 795, 187]
ad-text: ২০ মিনিটে চিকিৎসা : পাইলস, ফিস্টুলা, ফিশার রোগের সার্জারি ছাড়াই চিকিৎসা করা হয়। ০১৭১৯৯৯৯৯৮২: [806, 957, 1012, 981]
ad-reference: সি: ১৭৯৪/১৮: [187, 430, 237, 441]
section-heading-sale: ক্রয়/বিক্রয়/ভাড়া: [246, 500, 429, 537]
ad-list: [32, 148, 239, 1222]
ad-reference: সি: ১৬৫৮/১৮: [745, 187, 795, 198]
news-story: [1021, 691, 1328, 806]
logo-part-a: বাংলাদেশ: [1259, 30, 1411, 77]
ad-list: [600, 148, 797, 638]
news-story: [804, 294, 1014, 412]
ad-text: ফ্ল্যাট বিক্রয় : বনানীতে ২৬০০ বর্গফুটের লাক্সারি ফ্ল্যাট বিক্রয় হবে। ০১৭১১২২৭৭৩৭: [601, 290, 795, 314]
classified-column-4: [600, 106, 798, 2350]
ad-reference: সি: ১৬৯৪/১৮: [187, 1007, 237, 1017]
classified-ad: [32, 324, 239, 391]
ad-text: লক্ষ করুন : সম্মানিত গ্রাহকদের জানানো যাচ্ছে যে, আমাদের শোরুমে নতুন পণ্য এসেছে। যোগাযোগ: ০১৭১২৪৫২৬৬২: [806, 1042, 1012, 1078]
ad-text: শিক্ষক/শিক্ষিকা আবশ্যক : আকর্ষণীয় বেতনে জরুরি ভিত্তিতে ইংরেজি, গণিত ও বিজ্ঞান বিষয়ের শিক্ষক আবশ্যক। প্রত্যেক বিষয়ে অভিজ্ঞতা থাকা প্রয়োজন। যোগাযোগ: ০১৭৭৭১২৭৮০০: [248, 217, 427, 277]
ad-text: দোকান বিক্রয় : মিরপুর-১০ গোলচত্বরে মার্কেটে দোকান বিক্রয় হবে। যোগাযোগ: ০১৯১১৫৬৬৯১২: [436, 405, 593, 442]
ad-reference: সি: ১৬৮৩/১৮: [376, 199, 427, 210]
classified-ad: [32, 700, 239, 766]
ad-text: জমি বিক্রয় : সাভারের আশুলিয়ায় রাস্তার পাশে ১০ শতাংশ জমি বিক্রয় হবে। ০১৭১৮০৬৫৩৪৮: [601, 204, 795, 229]
ad-reference: সি: ১৬৪৫/১৮: [376, 346, 427, 356]
headline: দেশ রক্ষায়: [1124, 691, 1225, 720]
ad-text: নিয়োগ বিজ্ঞপ্তি : গুলশানে অবস্থিত রেস্টুরেন্টের জন্য ওয়েটার (৩), বাবুর্চি (২), কিচেন হেল্পার (৩), ক্যাশিয়ার (১) পদে লোক নিয়োগ দেওয়া হবে। যোগাযোগ: ০১৭৯০৮৫৬০০৫: [248, 150, 427, 199]
